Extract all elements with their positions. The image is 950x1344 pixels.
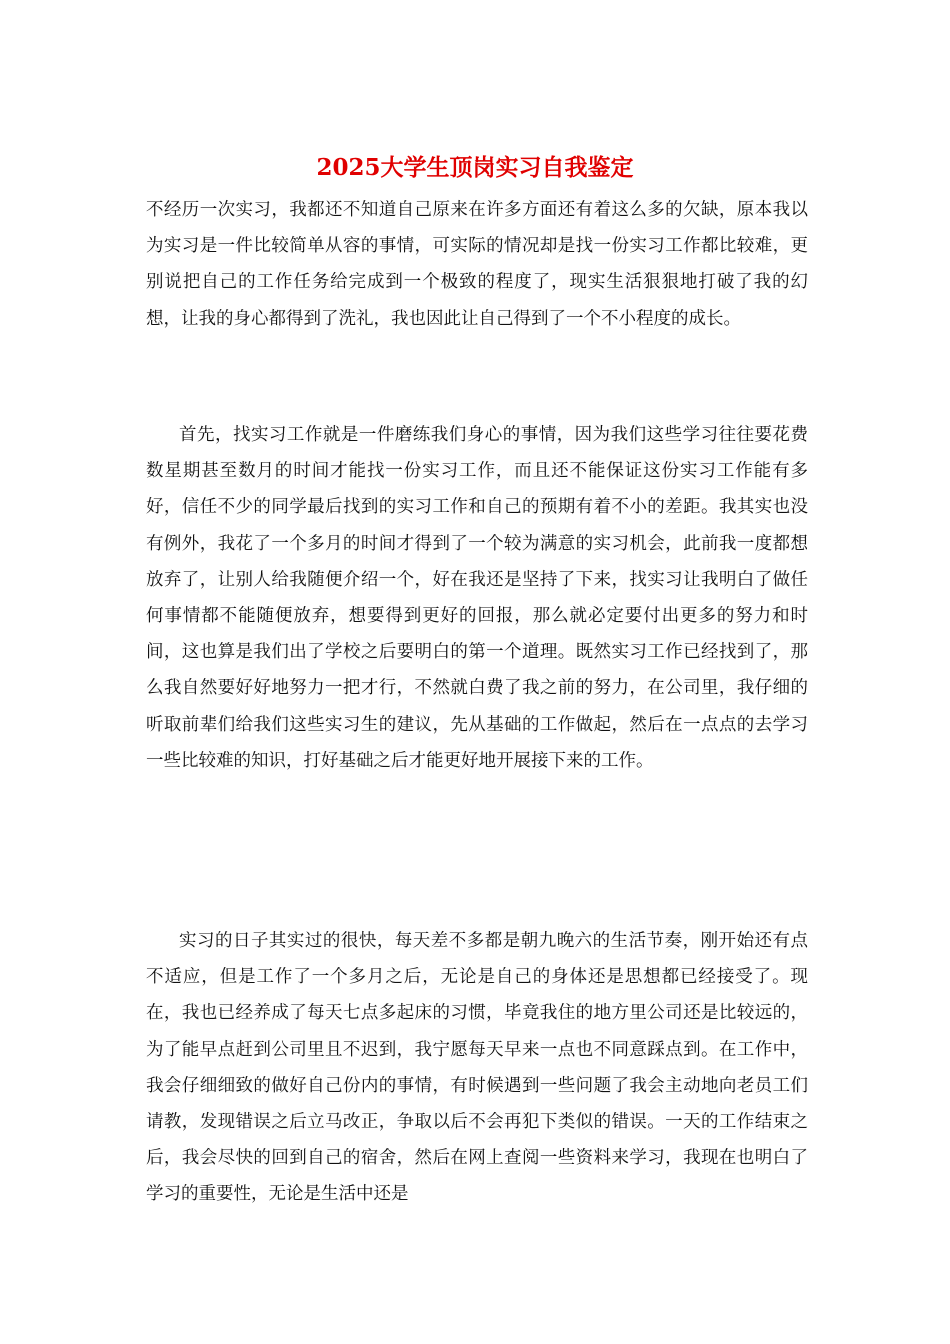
paragraph-2: 首先，找实习工作就是一件磨练我们身心的事情，因为我们这些学习往往要花费数星期甚至数月的时间才能找一份实习工作，而且还不能保证这份实习工作能有多好，信任不少的同学最后找到的实习工作和自己的预期有着不小的差距。我其实也没有例外，我花了一个多月的时间才得到了一个较为满意的实习机会，此前我一度都想放弃了，让别人给我随便介绍一个，好在我还是坚持了下来，找实习让我明白了做任何事情都不能随便放弃，想要得到更好的回报，那么就必定要付出更多的努力和时间，这也算是我们出了学校之后要明白的第一个道理。既然实习工作已经找到了，那么我自然要好好地努力一把才行，不然就白费了我之前的努力，在公司里，我仔细的听取前辈们给我们这些实习生的建议，先从基础的工作做起，然后在一点点的去学习一些比较难的知识，打好基础之后才能更好地开展接下来的工作。 bbox=[146, 425, 808, 771]
paragraph-1: 不经历一次实习，我都还不知道自己原来在许多方面还有着这么多的欠缺，原本我以为实习是一件比较简单从容的事情，可实际的情况却是找一份实习工作都比较难，更别说把自己的工作任务给完成到一个极致的程度了，现实生活狠狠地打破了我的幻想，让我的身心都得到了洗礼，我也因此让自己得到了一个不小程度的成长。 bbox=[146, 200, 808, 329]
paragraph-3: 实习的日子其实过的很快，每天差不多都是朝九晚六的生活节奏，刚开始还有点不适应，但是工作了一个多月之后，无论是自己的身体还是思想都已经接受了。现在，我也已经养成了每天七点多起床的习惯，毕竟我住的地方里公司还是比较远的，为了能早点赶到公司里且不迟到，我宁愿每天早来一点也不同意踩点到。在工作中，我会仔细细致的做好自己份内的事情，有时候遇到一些问题了我会主动地向老员工们请教，发现错误之后立马改正，争取以后不会再犯下类似的错误。一天的工作结束之后，我会尽快的回到自己的宿舍，然后在网上查阅一些资料来学习，我现在也明白了学习的重要性，无论是生活中还是 bbox=[146, 931, 808, 1205]
document-title: 2025大学生顶岗实习自我鉴定 bbox=[316, 154, 634, 181]
